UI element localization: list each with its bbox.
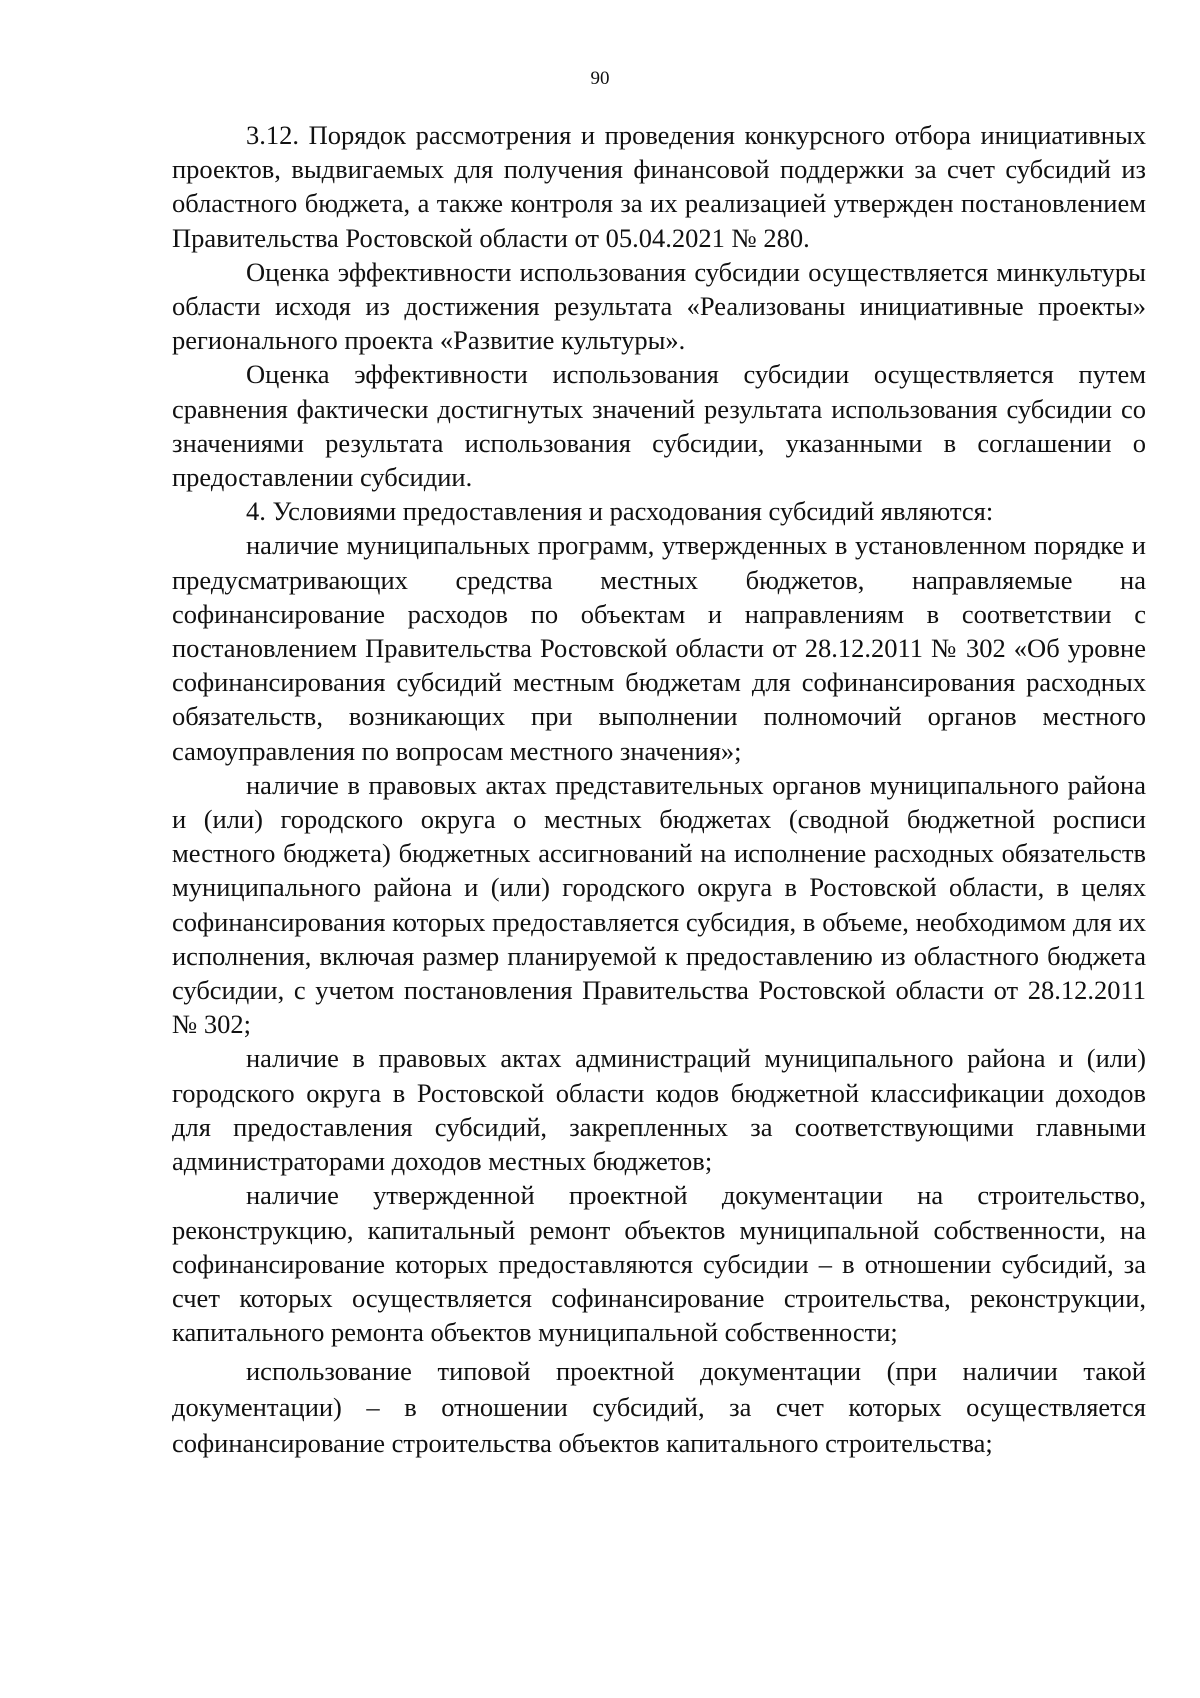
paragraph-efficiency-assessment: Оценка эффективности использования субсидии осуществляется минкультуры области исходя из достижения результата «Реализованы инициативные проекты» регионального проекта «Развитие культуры». [172, 256, 1146, 356]
paragraph-condition-budget-allocations: наличие в правовых актах представительных органов муниципального района и (или) городского округа о местных бюджетах (сводной бюджетной росписи местного бюджета) бюджетных ассигнований на исполнение расходных обязательств муниципального района и (или) городского округа в Ростовской области, в целях софинансирования которых предоставляется субсидия, в объеме, необходимом для их исполнения, включая размер планируемой к предоставлению из областного бюджета субсидии, с учетом постановления Правительства Ростовской области от 28.12.2011 № 302; [172, 769, 1146, 1040]
page-number: 90 [590, 68, 610, 89]
paragraph-condition-standard-documentation: использование типовой проектной документации (при наличии такой документации) – в отношении субсидий, за счет которых осуществляется софинансирование строительства объектов капитального строительства; [172, 1356, 1146, 1459]
paragraph-4-conditions-heading: 4. Условиями предоставления и расходования субсидий являются: [246, 496, 994, 527]
document-body [172, 118, 1146, 1461]
paragraph-efficiency-comparison: Оценка эффективности использования субсидии осуществляется путем сравнения фактически достигнутых значений результата использования субсидии со значениями результата использования субсидии, указанными в соглашении о предоставлении субсидии. [172, 359, 1146, 493]
paragraph-condition-classification-codes: наличие в правовых актах администраций муниципального района и (или) городского округа в Ростовской области кодов бюджетной классификации доходов для предоставления субсидий, закрепленных за соответствующими главными администраторами доходов местных бюджетов; [172, 1043, 1146, 1177]
paragraph-condition-project-documentation: наличие утвержденной проектной документации на строительство, реконструкцию, капитальный ремонт объектов муниципальной собственности, на софинансирование которых предоставляются субсидии – в отношении субсидий, за счет которых осуществляется софинансирование строительства, реконструкции, капитального ремонта объектов муниципальной собственности; [172, 1180, 1146, 1348]
paragraph-condition-municipal-programs: наличие муниципальных программ, утвержденных в установленном порядке и предусматривающих средства местных бюджетов, направляемые на софинансирование расходов по объектам и направлениям в соответствии с постановлением Правительства Ростовской области от 28.12.2011 № 302 «Об уровне софинансирования субсидий местным бюджетам для софинансирования расходных обязательств, возникающих при выполнении полномочий органов местного самоуправления по вопросам местного значения»; [172, 530, 1146, 766]
paragraph-3-12-competition-procedure: 3.12. Порядок рассмотрения и проведения конкурсного отбора инициативных проектов, выдвигаемых для получения финансовой поддержки за счет субсидий из областного бюджета, а также контроля за их реализацией утвержден постановлением Правительства Ростовской области от 05.04.2021 № 280. [172, 120, 1146, 253]
